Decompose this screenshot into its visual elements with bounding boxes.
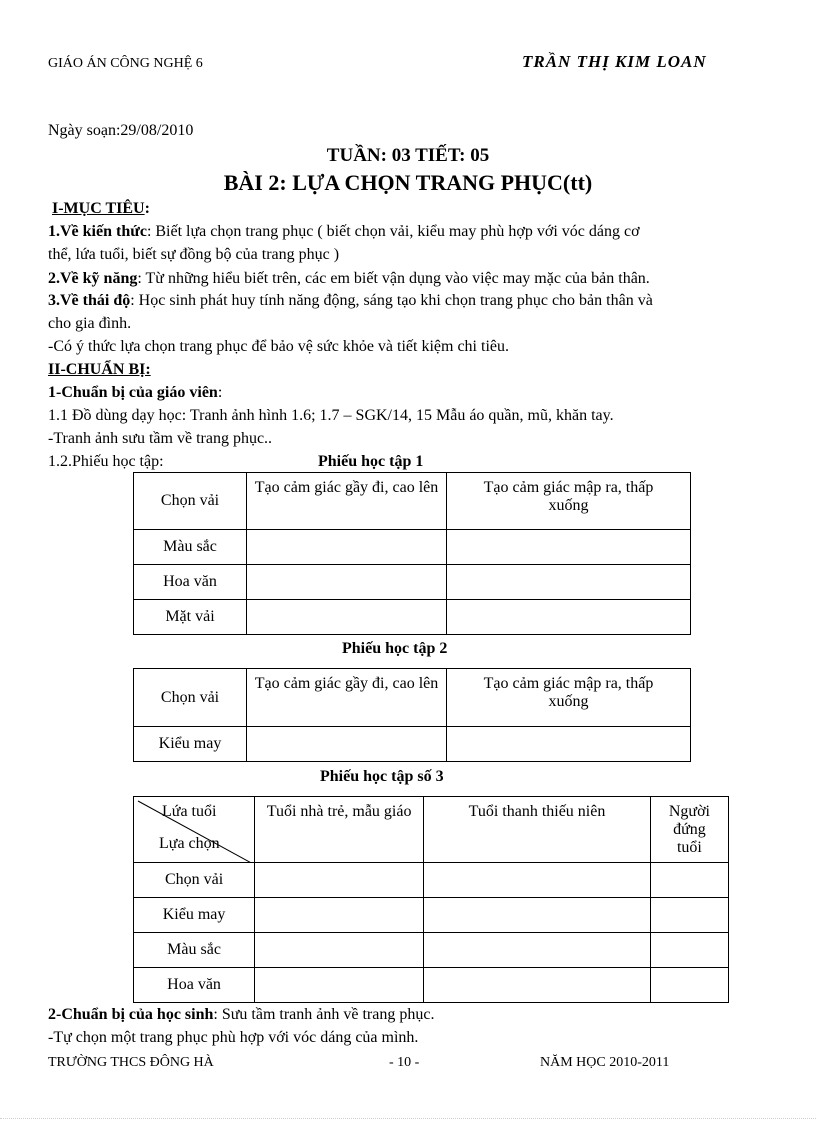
- sheet1-table: [133, 472, 691, 635]
- sheet3-cell[interactable]: [424, 933, 651, 968]
- sheet1-cell[interactable]: [447, 565, 691, 600]
- preparation-date: Ngày soạn:29/08/2010: [48, 122, 194, 139]
- sheet1-header-wide: Tạo cảm giác mập ra, thấp xuống: [447, 473, 691, 530]
- sheet2-title: Phiếu học tập 2: [342, 640, 448, 657]
- sheet2-header-choose: Chọn vải: [134, 669, 247, 727]
- footer-school-year: NĂM HỌC 2010-2011: [540, 1055, 670, 1070]
- sheet3-row-label: Màu sắc: [134, 933, 255, 968]
- sheet1-cell[interactable]: [247, 565, 447, 600]
- sheet1-title: Phiếu học tập 1: [318, 453, 424, 470]
- teacher-prep-heading: 1-Chuẩn bị của giáo viên:: [48, 384, 223, 401]
- sheet3-cell[interactable]: [650, 933, 728, 968]
- attitude-line-2: cho gia đình.: [48, 315, 132, 332]
- sheet3-header-adults: Người đứng tuổi: [650, 797, 728, 863]
- lesson-title: BÀI 2: LỰA CHỌN TRANG PHỤC(tt): [223, 170, 593, 195]
- knowledge-line-1: 1.Về kiến thức: Biết lựa chọn trang phục ( biết chọn vải, kiểu may phù hợp với vóc dáng cơ: [48, 223, 640, 240]
- corner-age-label: Lứa tuổi: [162, 803, 217, 820]
- footer-school: TRƯỜNG THCS ĐÔNG HÀ: [48, 1055, 214, 1070]
- week-period: TUẦN: 03 TIẾT: 05: [326, 145, 490, 166]
- teacher-tools-line: 1.1 Đồ dùng dạy học: Tranh ảnh hình 1.6; 1.7 – SGK/14, 15 Mẫu áo quần, mũ, khăn tay.: [48, 407, 614, 424]
- skill-line: 2.Về kỹ năng: Từ những hiểu biết trên, các em biết vận dụng vào việc may mặc của bản thân.: [48, 270, 650, 287]
- sheet3-cell[interactable]: [424, 898, 651, 933]
- sheet1-header-choose: Chọn vải: [134, 473, 247, 530]
- sheet1-row-label: Mặt vải: [134, 600, 247, 635]
- sheet2-header-wide: Tạo cảm giác mập ra, thấp xuống: [447, 669, 691, 727]
- sheet1-row-label: Màu sắc: [134, 530, 247, 565]
- sheet3-table: [133, 796, 729, 1003]
- sheet3-cell[interactable]: [255, 968, 424, 1003]
- sheet1-cell[interactable]: [447, 530, 691, 565]
- sheet3-cell[interactable]: [650, 968, 728, 1003]
- sheet2-table: [133, 668, 691, 762]
- sheet3-row-label: Kiểu may: [134, 898, 255, 933]
- sheet1-cell[interactable]: [247, 600, 447, 635]
- sheet3-cell[interactable]: [650, 898, 728, 933]
- corner-choice-label: Lựa chọn: [159, 835, 220, 852]
- sheet3-corner-cell: [134, 797, 255, 863]
- sheet3-header-kids: Tuổi nhà trẻ, mẫu giáo: [255, 797, 424, 863]
- sheet3-row-label: Hoa văn: [134, 968, 255, 1003]
- sheet1-row-label: Hoa văn: [134, 565, 247, 600]
- sheet1-header-slim: Tạo cảm giác gầy đi, cao lên: [247, 473, 447, 530]
- sheet3-cell[interactable]: [255, 863, 424, 898]
- section1-heading: I-MỤC TIÊU:: [52, 200, 150, 217]
- sheet3-cell[interactable]: [424, 968, 651, 1003]
- header-teacher-name: TRẦN THỊ KIM LOAN: [522, 52, 707, 71]
- sheet3-cell[interactable]: [255, 933, 424, 968]
- student-prep-line: 2-Chuẩn bị của học sinh: Sưu tầm tranh ảnh về trang phục.: [48, 1006, 435, 1023]
- sheet1-cell[interactable]: [247, 530, 447, 565]
- sheet3-header-teens: Tuổi thanh thiếu niên: [424, 797, 651, 863]
- knowledge-line-2: thể, lứa tuổi, biết sự đồng bộ của trang phục ): [48, 246, 340, 263]
- teacher-pictures-line: -Tranh ảnh sưu tầm về trang phục..: [48, 430, 273, 447]
- page-bottom-divider: [0, 1118, 816, 1119]
- worksheet-label: 1.2.Phiếu học tập:: [48, 453, 164, 470]
- sheet2-header-slim: Tạo cảm giác gầy đi, cao lên: [247, 669, 447, 727]
- section2-heading: II-CHUẨN BỊ:: [48, 361, 151, 378]
- sheet2-cell[interactable]: [447, 727, 691, 762]
- header-subject: GIÁO ÁN CÔNG NGHỆ 6: [48, 56, 203, 71]
- sheet2-row-label: Kiểu may: [134, 727, 247, 762]
- attitude-line-1: 3.Về thái độ: Học sinh phát huy tính năng động, sáng tạo khi chọn trang phục cho bản thân và: [48, 292, 653, 309]
- sheet3-cell[interactable]: [424, 863, 651, 898]
- footer-page-number: - 10 -: [389, 1055, 420, 1070]
- sheet3-title: Phiếu học tập số 3: [320, 768, 444, 785]
- awareness-line: -Có ý thức lựa chọn trang phục để bảo vệ sức khỏe và tiết kiệm chi tiêu.: [48, 338, 509, 355]
- sheet1-cell[interactable]: [447, 600, 691, 635]
- sheet3-row-label: Chọn vải: [134, 863, 255, 898]
- sheet2-cell[interactable]: [247, 727, 447, 762]
- sheet3-cell[interactable]: [255, 898, 424, 933]
- student-prep-line-2: -Tự chọn một trang phục phù hợp với vóc dáng của mình.: [48, 1029, 419, 1046]
- sheet3-cell[interactable]: [650, 863, 728, 898]
